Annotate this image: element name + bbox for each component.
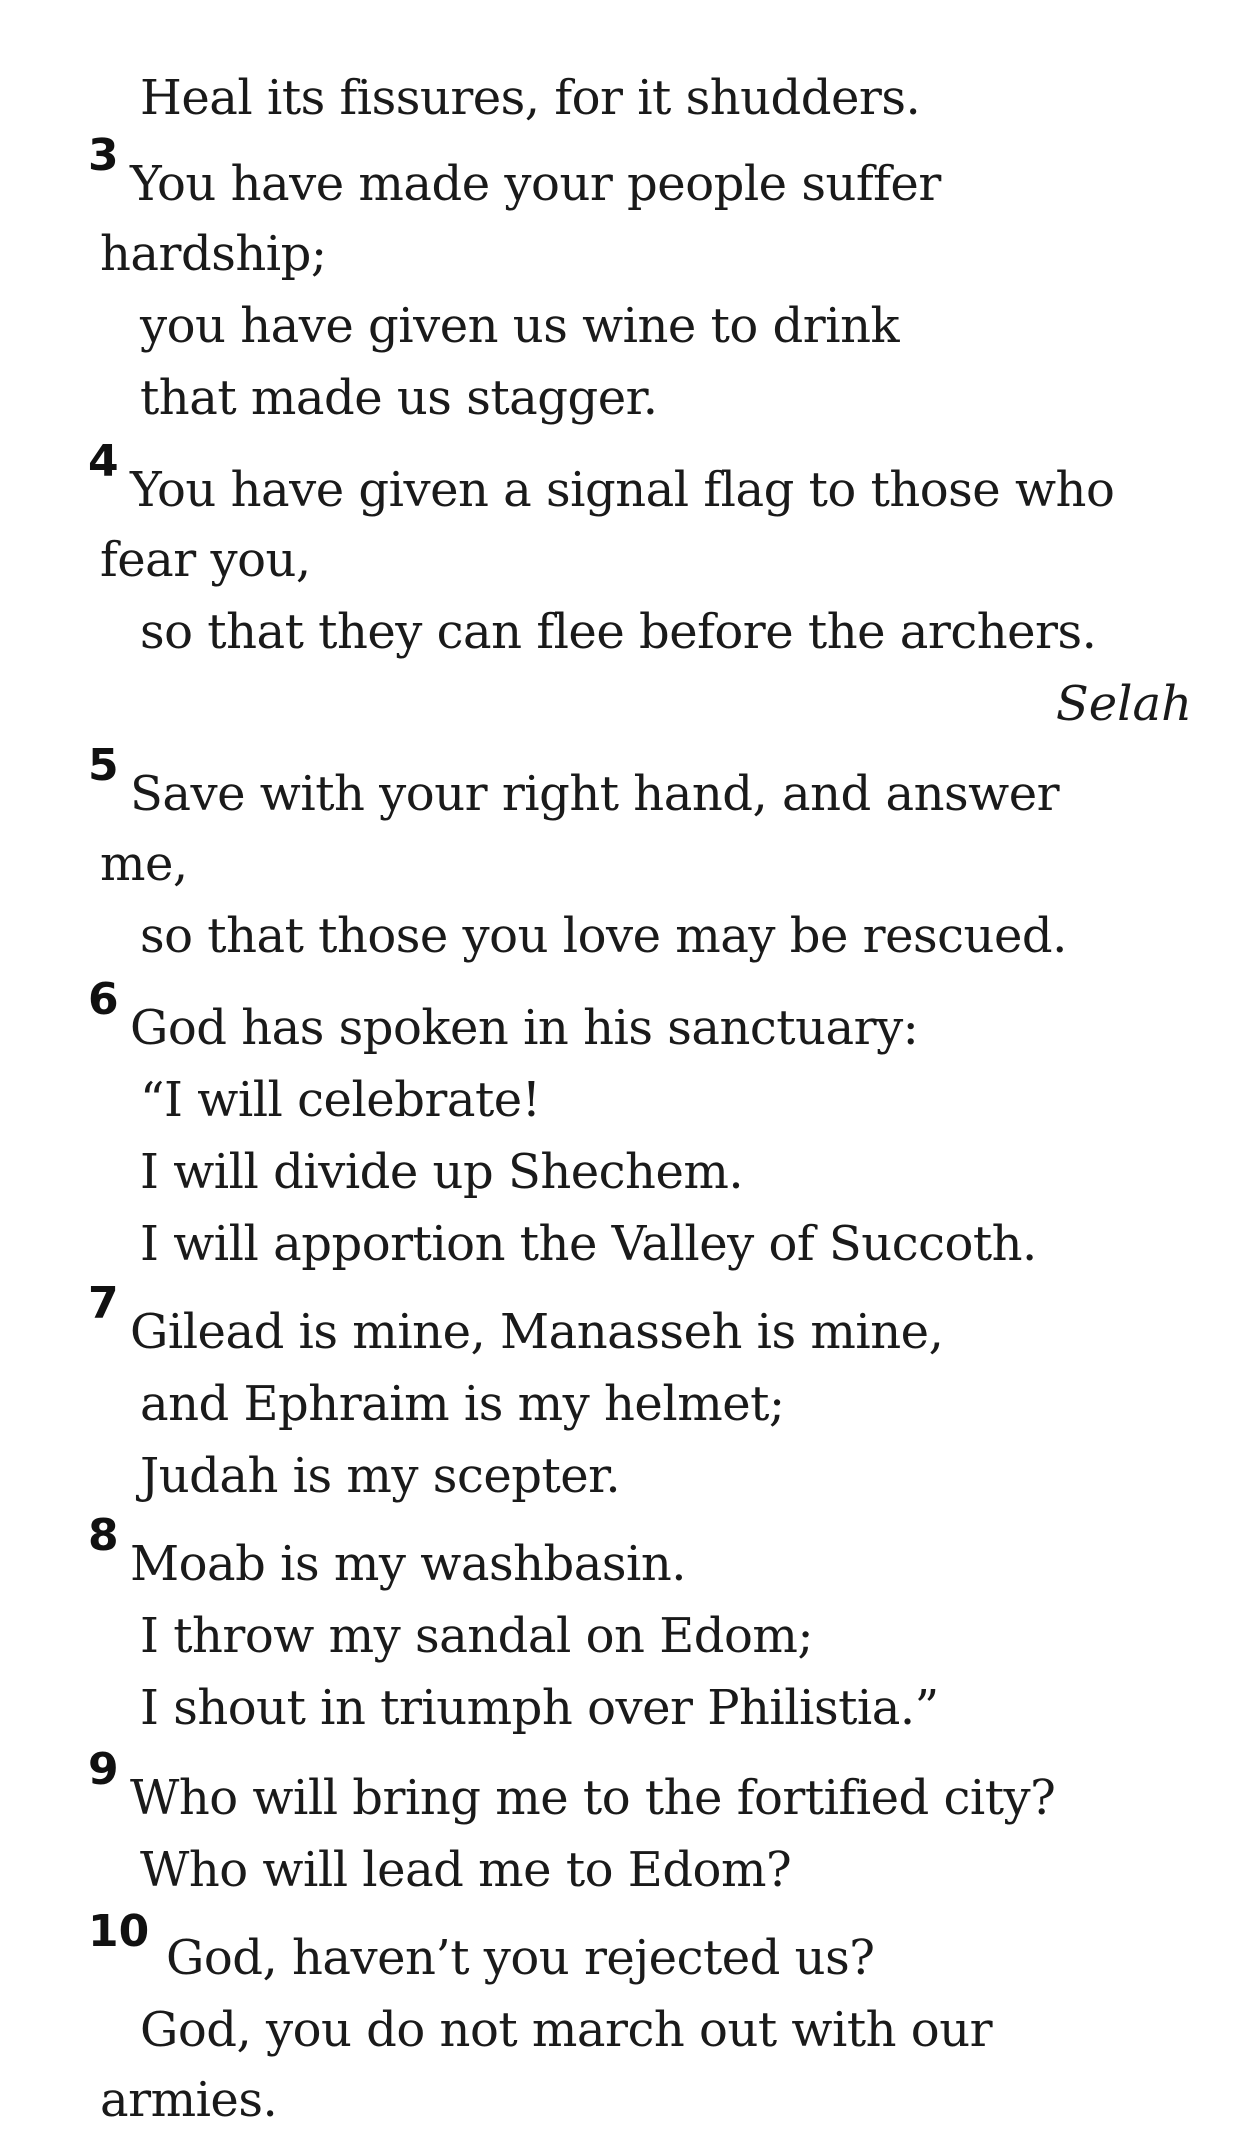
verse-number: 4 — [88, 436, 119, 487]
verse-line: you have given us wine to drink — [140, 298, 900, 354]
verse-line: Gilead is mine, Manasseh is mine, — [130, 1304, 944, 1360]
verse-line: I will divide up Shechem. — [140, 1144, 744, 1200]
verse-line: I throw my sandal on Edom; — [140, 1608, 814, 1664]
verse-number: 10 — [88, 1906, 150, 1957]
verse-line: so that those you love may be rescued. — [140, 908, 1067, 964]
verse-line: Save with your right hand, and answer — [130, 766, 1060, 822]
verse-number: 6 — [88, 974, 119, 1025]
verse-number: 7 — [88, 1278, 119, 1329]
verse-line: that made us stagger. — [140, 370, 658, 426]
selah-marker: Selah — [1055, 676, 1192, 732]
verse-line: fear you, — [100, 532, 311, 588]
verse-line: God has spoken in his sanctuary: — [130, 1000, 919, 1056]
verse-number: 3 — [88, 130, 119, 181]
verse-line: God, haven’t you rejected us? — [166, 1930, 875, 1986]
verse-number: 8 — [88, 1510, 119, 1561]
verse-line: and Ephraim is my helmet; — [140, 1376, 785, 1432]
verse-line: You have made your people suffer — [130, 156, 941, 212]
verse-line: armies. — [100, 2072, 278, 2128]
verse-line: me, — [100, 836, 188, 892]
verse-line: so that they can flee before the archers. — [140, 604, 1097, 660]
verse-line: Moab is my washbasin. — [130, 1536, 687, 1592]
verse-line: Judah is my scepter. — [140, 1448, 621, 1504]
verse-line: Who will bring me to the fortified city? — [130, 1770, 1056, 1826]
verse-number: 5 — [88, 740, 119, 791]
verse-line: I shout in triumph over Philistia.” — [140, 1680, 939, 1736]
verse-line: I will apportion the Valley of Succoth. — [140, 1216, 1037, 1272]
verse-number: 9 — [88, 1744, 119, 1795]
verse-line: You have given a signal flag to those who — [130, 462, 1115, 518]
verse-line: Who will lead me to Edom? — [140, 1842, 792, 1898]
verse-line: Heal its fissures, for it shudders. — [140, 70, 921, 126]
verse-line: hardship; — [100, 226, 327, 282]
verse-line: God, you do not march out with our — [140, 2002, 993, 2058]
verse-line: “I will celebrate! — [140, 1072, 541, 1128]
